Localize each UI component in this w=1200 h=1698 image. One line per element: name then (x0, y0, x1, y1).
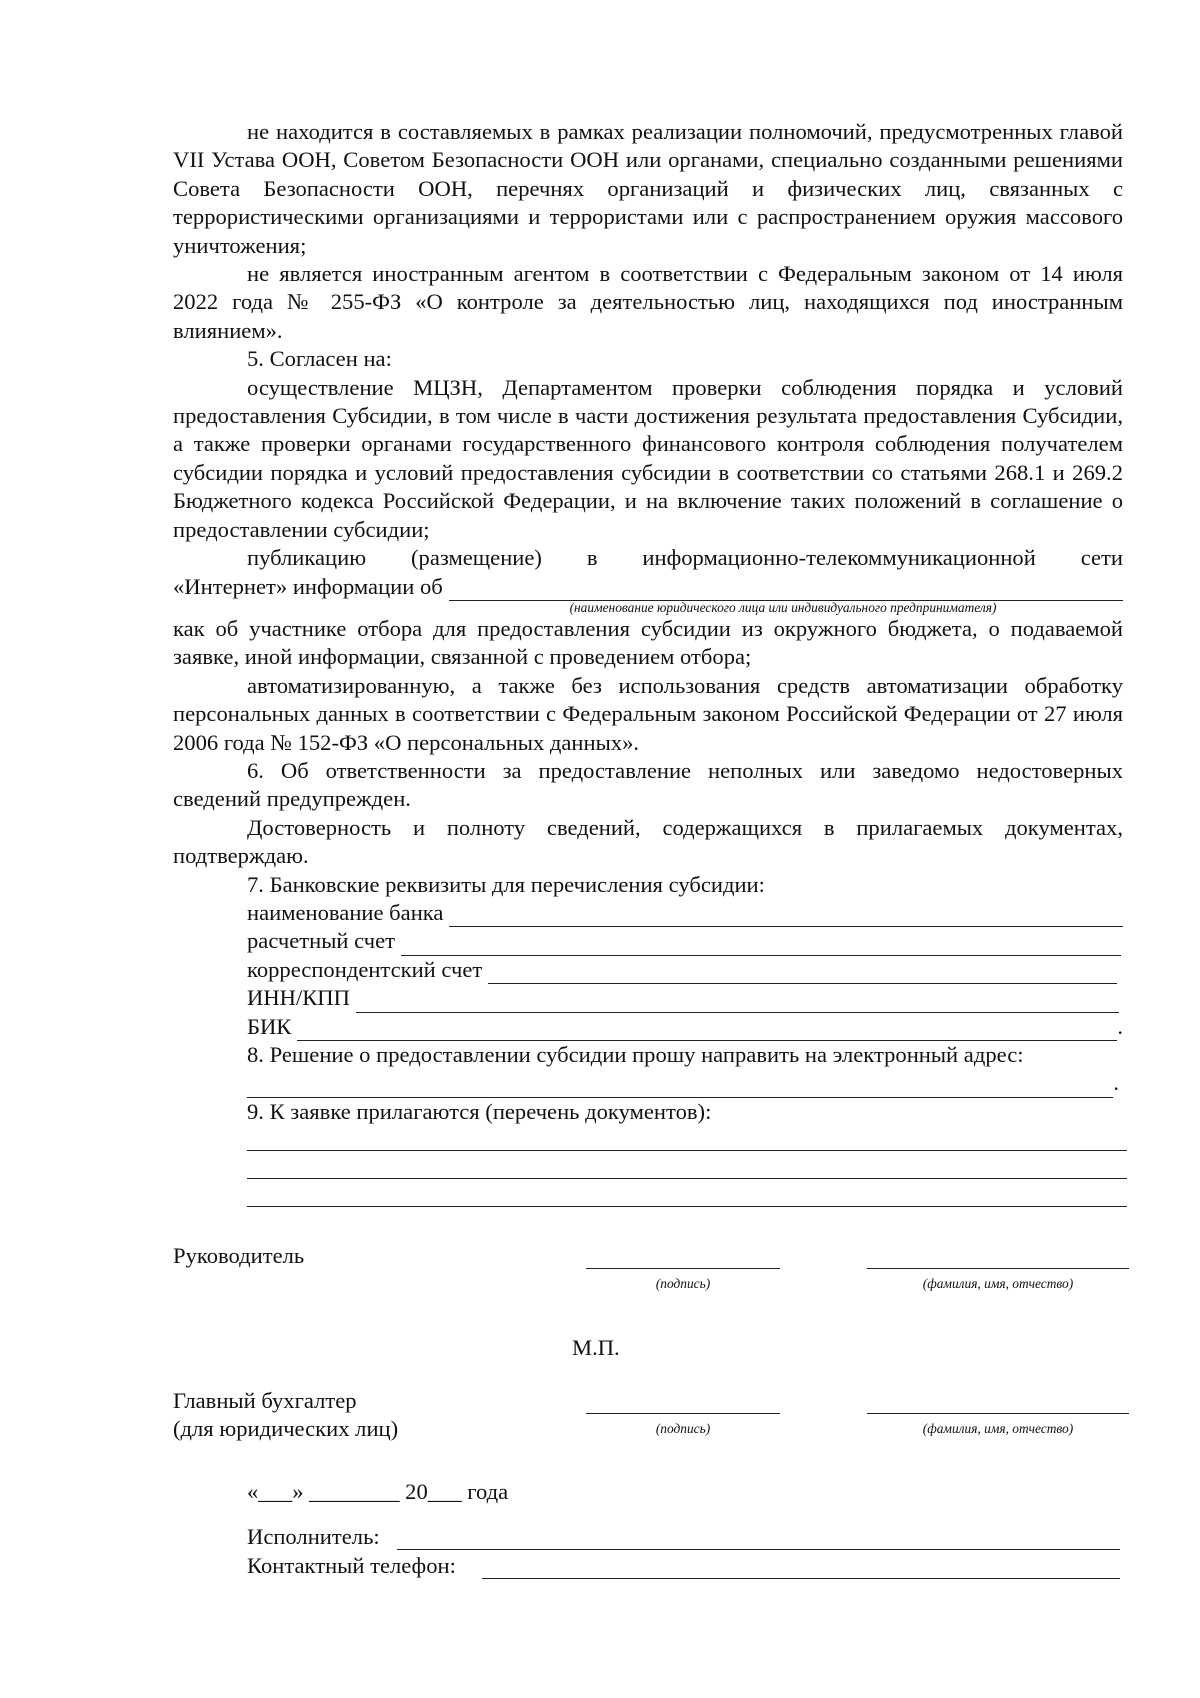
accountant-name-field[interactable] (867, 1413, 1129, 1414)
paragraph-participant-info: как об участнике отбора для предоставления субсидии из окружного бюджета, о подаваемой заявке, иной информации, связанной с проведением отбора; (173, 615, 1123, 670)
phone-field[interactable] (482, 1578, 1120, 1579)
date-line[interactable]: «___» ________ 20___ года (247, 1479, 509, 1504)
organization-name-caption: (наименование юридического лица или индивидуального предпринимателя) (569, 599, 997, 615)
accountant-sublabel: (для юридических лиц) (173, 1416, 399, 1441)
corr-account-field[interactable] (488, 961, 1117, 984)
head-name-field[interactable] (867, 1268, 1129, 1269)
section-7-heading: 7. Банковские реквизиты для перечисления субсидии: (247, 871, 765, 897)
inn-kpp-row (173, 984, 1119, 1012)
accountant-signature-caption: (подпись) (655, 1421, 711, 1436)
email-period: . (1113, 1070, 1119, 1096)
organization-name-row (173, 573, 1123, 601)
paragraph-un-lists: не находится в составляемых в рамках реализации полномочий, предусмотренных главой VII Устава ООН, Советом Безопасности ООН или органами, специально созданными решениями Совета Безопасности ООН, перечнях организаций и физических лиц, связанных с террористическими организациями и террористами или с распространением оружия массового уничтожения; (173, 119, 1123, 258)
email-field[interactable] (247, 1075, 1113, 1098)
bik-row (173, 1013, 1123, 1041)
executor-label: Исполнитель: (247, 1524, 380, 1549)
corr-account-row (173, 956, 1117, 984)
bank-name-label: наименование банка (247, 899, 444, 925)
paragraph-personal-data: автоматизированную, а также без использования средств автоматизации обработку персональных данных в соответствии с Федеральным законом Российской Федерации от 27 июля 2006 года № 152-ФЗ «О персональных данных». (173, 672, 1123, 755)
email-row (173, 1069, 1119, 1097)
paragraph-foreign-agent: не является иностранным агентом в соответствии с Федеральным законом от 14 июля 2022 года № 255-ФЗ «О контроле за деятельностью лиц, находящихся под иностранным влиянием». (173, 261, 1123, 343)
inn-kpp-label: ИНН/КПП (247, 985, 350, 1011)
account-field[interactable] (401, 933, 1121, 956)
document-list-line[interactable] (247, 1178, 1127, 1179)
head-name-caption: (фамилия, имя, отчество) (922, 1276, 1074, 1291)
head-signature-field[interactable] (586, 1268, 780, 1269)
section-6-responsibility: 6. Об ответственности за предоставление неполных или заведомо недостоверных сведений предупрежден. (173, 757, 1123, 812)
stamp-label: М.П. (572, 1335, 620, 1360)
bank-name-field[interactable] (449, 904, 1123, 927)
organization-name-field[interactable] (449, 578, 1123, 601)
account-label: расчетный счет (247, 928, 396, 954)
inn-kpp-field[interactable] (356, 990, 1119, 1013)
section-5-heading: 5. Согласен на: (247, 346, 392, 372)
accountant-name-caption: (фамилия, имя, отчество) (922, 1421, 1074, 1436)
paragraph-publication-consent: публикацию (размещение) в информационно-телекоммуникационной сети (247, 545, 1123, 571)
executor-field[interactable] (397, 1549, 1120, 1550)
document-body (173, 118, 1123, 1126)
head-label: Руководитель (173, 1243, 305, 1268)
bik-label: БИК (247, 1013, 292, 1039)
bik-field[interactable] (297, 1018, 1117, 1041)
section-8-email: 8. Решение о предоставлении субсидии прошу направить на электронный адрес: (247, 1042, 1024, 1067)
corr-account-label: корреспондентский счет (247, 956, 483, 982)
head-signature-caption: (подпись) (655, 1276, 711, 1291)
account-row (173, 927, 1121, 955)
accountant-label: Главный бухгалтер (173, 1388, 357, 1413)
paragraph-inspection-consent: осуществление МЦЗН, Департаментом проверки соблюдения порядка и условий предоставления Субсидии, в том числе в части достижения результата предоставления Субсидии, а также проверки органами государственного финансового контроля соблюдения получателем субсидии порядка и условий предоставления субсидии в соответствии со статьями 268.1 и 269.2 Бюджетного кодекса Российской Федерации, и на включение таких положений в соглашение о предоставлении субсидии; (173, 374, 1123, 542)
bank-name-row (173, 899, 1123, 927)
bik-period: . (1117, 1013, 1123, 1039)
document-list-line[interactable] (247, 1150, 1127, 1151)
paragraph-confirmation: Достоверность и полноту сведений, содержащихся в прилагаемых документах, подтверждаю. (173, 814, 1123, 869)
document-list-line[interactable] (247, 1206, 1127, 1207)
organization-name-label: «Интернет» информации об (173, 573, 443, 599)
accountant-signature-field[interactable] (586, 1413, 780, 1414)
section-9-documents: 9. К заявке прилагаются (перечень документов): (247, 1098, 712, 1124)
phone-label: Контактный телефон: (247, 1553, 456, 1578)
